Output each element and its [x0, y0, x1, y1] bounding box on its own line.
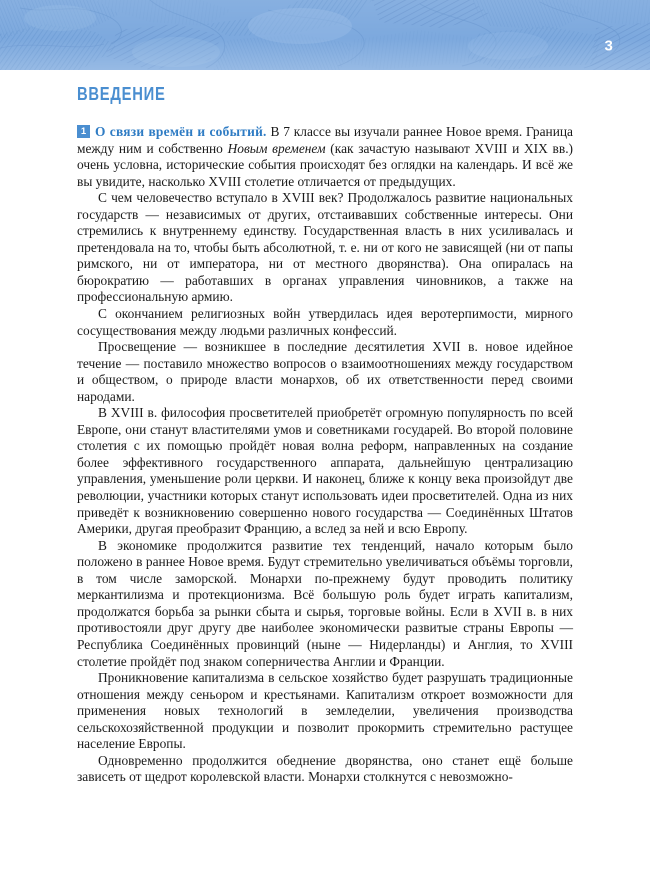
- body-text-column: [77, 124, 573, 786]
- paragraph-1-italic-term: Новым временем: [227, 140, 326, 156]
- paragraph-1-pre-italic: В 7 классе вы изучали раннее Новое время. Граница между ним и собственно: [77, 124, 573, 156]
- paragraph-2: С чем человечество вступало в XVIII век? Продолжалось развитие национальных государств — независимых от других, отстаивавших собственные интересы. Они стремились к внутреннему единству. Государственная власть в них усиливалась и претендовала на то, чтобы быть абсолютной, т. е. ни от кого не зависящей (ни от папы римского, ни от императора, ни от местного дворянства). Она опиралась на бюрократию — работавших в органах управления чиновников, а также на профессиональную армию.: [77, 190, 573, 305]
- paragraph-5: В XVIII в. философия просветителей приобретёт огромную популярность по всей Европе, они станут властителями умов и советниками государей. Во второй половине столетия с их помощью пройдёт новая волна реформ, направленных на создание более эффективного государственного аппарата, дальнейшую централизацию управления, уменьшение роли церкви. И наконец, ближе к концу века произойдут две революции, участники которых станут использовать идеи просветителей. Одна из них приведёт к возникновению совершенно нового государства — Соединённых Штатов Америки, другая преобразит Францию, а вслед за ней и всю Европу.: [77, 405, 573, 537]
- paragraph-1-post-italic: (как зачастую называют XVIII и XIX вв.) очень условна, исторические события происходят без оглядки на календарь. И всё же вы увидите, насколько XVIII столетие отличается от предыдущих.: [77, 140, 573, 189]
- paragraph-3: С окончанием религиозных войн утвердилась идея веротерпимости, мирного сосуществования между людьми различных конфессий.: [77, 306, 573, 338]
- paragraph-8: Одновременно продолжится обеднение дворянства, оно станет ещё больше зависеть от щедрот королевской власти. Монархи столкнутся с невозможно-: [77, 752, 573, 785]
- page-header-banner: [0, 0, 650, 70]
- section-number-badge: 1: [77, 125, 90, 138]
- paragraph-4: Просвещение — возникшее в последние десятилетия XVII в. новое идейное течение — поставило множество вопросов о взаимоотношениях между государством и обществом, о природе власти монархов, об их ответственности перед своими народами.: [77, 339, 573, 404]
- map-texture-graphic: [0, 0, 650, 70]
- paragraph-6: В экономике продолжится развитие тех тенденций, начало которым было положено в раннее Новое время. Будут стремительно увеличиваться объёмы торговли, в том числе заморской. Монархи по-прежнему будут проводить политику меркантилизма и протекционизма. Всё большую роль будет играть капитализм, продолжатся борьба за рынки сбыта и сырья, торговые войны. Если в XVII в. в них противостояли друг другу две наиболее экономически развитые страны Европы — Республика Соединённых провинций (ныне — Нидерланды) и Англия, то XVIII столетие пройдёт под знаком соперничества Англии и Франции.: [77, 537, 573, 669]
- page-number: 3: [604, 37, 613, 55]
- paragraph-lead-in: О связи времён и событий.: [95, 124, 267, 139]
- paragraph-7: Проникновение капитализма в сельское хозяйство будет разрушать традиционные отношения между сеньором и крестьянами. Капитализм откроет возможности для применения новых технологий в земледелии, увеличения производства сельскохозяйственной продукции и позволит прокормить стремительно растущее население Европы.: [77, 670, 573, 752]
- paragraph-1: [77, 124, 573, 190]
- page-title: ВВЕДЕНИЕ: [77, 84, 166, 104]
